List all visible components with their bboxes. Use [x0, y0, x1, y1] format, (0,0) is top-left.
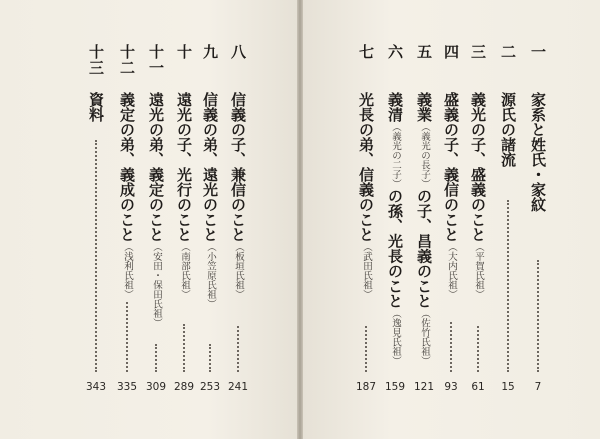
page-number: 15 — [501, 381, 515, 393]
toc-entry-3 — [468, 44, 488, 419]
title-text: 義業 — [415, 92, 433, 122]
chapter-title — [200, 92, 220, 309]
title-text: 信義の弟、遠光のこと — [201, 92, 219, 242]
chapter-title — [441, 92, 461, 299]
title-note: （板垣氏祖） — [233, 242, 244, 299]
title-note: （平賀氏祖） — [473, 242, 484, 299]
toc-entry-4 — [441, 44, 461, 419]
chapter-title — [228, 92, 248, 299]
title-note: （義光の二子） — [390, 122, 401, 189]
title-text: 義定の弟、義成のこと — [118, 92, 136, 242]
title-note-2: （佐竹氏祖） — [419, 308, 430, 366]
title-note: （大内氏祖） — [446, 242, 457, 299]
chapter-number: 七 — [357, 44, 375, 60]
page-number: 335 — [116, 381, 138, 393]
page-number: 289 — [173, 381, 195, 393]
dot-leader — [209, 344, 211, 372]
chapter-title — [146, 92, 166, 328]
chapter-number: 一 — [529, 44, 547, 60]
toc-entry-7 — [356, 44, 376, 419]
title-text: 資料 — [87, 92, 105, 122]
chapter-number: 三 — [469, 44, 487, 60]
title-note-2: （逸見氏祖） — [390, 308, 401, 366]
chapter-number: 六 — [386, 44, 404, 60]
chapter-title — [528, 92, 548, 212]
chapter-number: 四 — [442, 44, 460, 60]
page-number: 93 — [444, 381, 458, 393]
chapter-title — [414, 92, 434, 366]
chapter-title — [385, 92, 405, 366]
left-page — [0, 0, 297, 439]
title-text: 盛義の子、義信のこと — [442, 92, 460, 242]
title-text-continued: の子、昌義のこと — [415, 188, 433, 309]
chapter-number: 八 — [229, 44, 247, 60]
dot-leader — [95, 140, 97, 372]
page-number: 121 — [413, 381, 435, 393]
chapter-number: 十 — [175, 44, 193, 60]
dot-leader — [450, 322, 452, 372]
chapter-number: 十一 — [147, 44, 165, 76]
page-number: 187 — [355, 381, 377, 393]
page-number: 309 — [145, 381, 167, 393]
toc-entry-12 — [117, 44, 137, 419]
dot-leader — [507, 200, 509, 372]
title-note: （安田・保田氏祖） — [151, 242, 162, 328]
title-text: 光長の弟、信義のこと — [357, 92, 375, 242]
chapter-title — [498, 92, 518, 167]
chapter-title — [356, 92, 376, 299]
dot-leader — [183, 324, 185, 372]
page-number: 7 — [534, 381, 542, 393]
chapter-title — [86, 92, 106, 122]
toc-entry-13 — [86, 44, 106, 419]
toc-entry-1 — [528, 44, 548, 419]
title-text-continued: の孫、光長のこと — [386, 188, 404, 309]
page-number: 159 — [384, 381, 406, 393]
title-text: 義清 — [386, 92, 404, 122]
page-number: 241 — [227, 381, 249, 393]
chapter-title — [468, 92, 488, 299]
chapter-number: 十三 — [87, 44, 105, 76]
right-page — [303, 0, 600, 439]
chapter-number: 十二 — [118, 44, 136, 76]
dot-leader — [237, 326, 239, 372]
title-note: （浅利氏祖） — [122, 242, 133, 299]
toc-entry-8 — [228, 44, 248, 419]
dot-leader — [537, 260, 539, 372]
dot-leader — [126, 302, 128, 372]
page-number: 253 — [199, 381, 221, 393]
chapter-number: 九 — [201, 44, 219, 60]
title-note: （南部氏祖） — [179, 242, 190, 299]
dot-leader — [155, 344, 157, 372]
page-number: 343 — [85, 381, 107, 393]
title-text: 家系と姓氏・家紋 — [529, 92, 547, 212]
chapter-title — [174, 92, 194, 299]
chapter-title — [117, 92, 137, 299]
toc-entry-10 — [174, 44, 194, 419]
title-text: 遠光の弟、義定のこと — [147, 92, 165, 242]
title-text: 信義の子、兼信のこと — [229, 92, 247, 242]
toc-entry-6 — [385, 44, 405, 419]
toc-entry-5 — [414, 44, 434, 419]
title-note: （小笠原氏祖） — [205, 242, 216, 309]
page-number: 61 — [471, 381, 485, 393]
title-text: 遠光の子、光行のこと — [175, 92, 193, 242]
title-text: 源氏の諸流 — [499, 92, 517, 167]
title-note: （義光の長子） — [419, 122, 430, 189]
toc-entry-9 — [200, 44, 220, 419]
chapter-number: 五 — [415, 44, 433, 60]
dot-leader — [365, 326, 367, 372]
dot-leader — [477, 326, 479, 372]
toc-entry-11 — [146, 44, 166, 419]
title-text: 義光の子、盛義のこと — [469, 92, 487, 242]
chapter-number: 二 — [499, 44, 517, 60]
toc-entry-2 — [498, 44, 518, 419]
title-note: （武田氏祖） — [361, 242, 372, 299]
